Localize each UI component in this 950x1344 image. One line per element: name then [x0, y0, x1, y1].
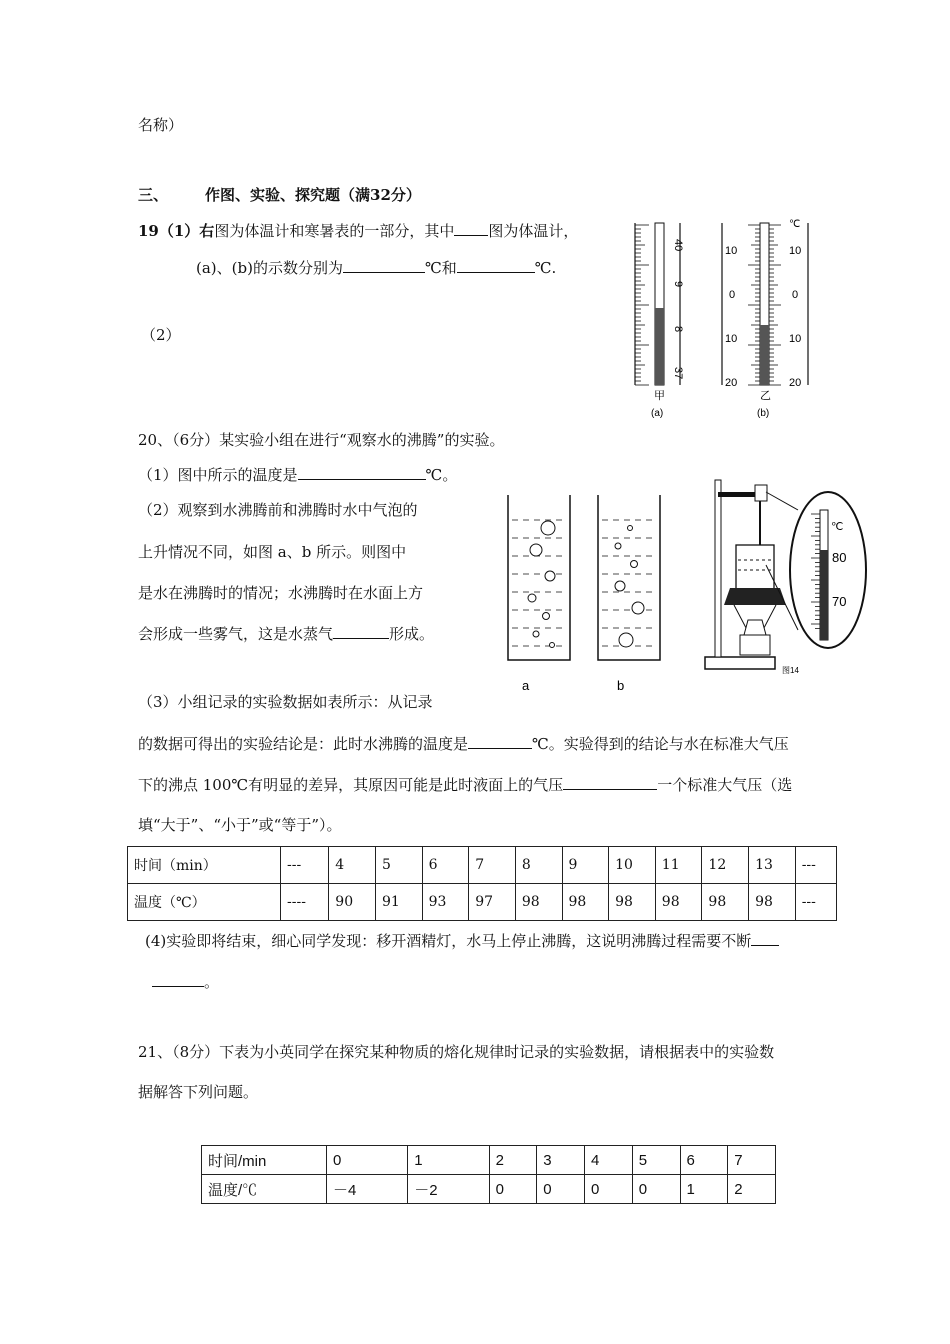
q21-line2: 据解答下列问题。	[138, 1083, 259, 1101]
q21-data-table	[201, 1145, 776, 1204]
table-cell: 2	[489, 1146, 537, 1175]
thermo-a-label: 甲	[654, 390, 665, 402]
thermo-b-right-10-bottom: 10	[789, 333, 802, 345]
q20-part1	[138, 465, 457, 485]
q19-line2-text: (a)、(b)的示数分别为	[196, 259, 343, 277]
table-row	[202, 1175, 776, 1204]
q20-data-table	[127, 846, 837, 921]
q20-blank-boiling[interactable]	[468, 734, 532, 749]
q20-part4-line2	[152, 972, 219, 992]
q20-part4-end: 。	[204, 973, 220, 991]
thermo-b-right-0: 0	[792, 289, 799, 301]
q19-blank-b[interactable]	[457, 258, 535, 273]
q20-stem: 20、（6分）某实验小组在进行“观察水的沸腾”的实验。	[138, 431, 505, 449]
q20-part1-text: （1）图中所示的温度是	[138, 466, 298, 484]
magnified-thermometer	[782, 492, 866, 675]
q19-line2	[196, 258, 556, 278]
section-number: 三、	[138, 186, 169, 204]
thermo-b-left-10-bottom: 10	[725, 333, 738, 345]
thermo-a-tick-9: 9	[672, 281, 684, 288]
table-cell: ----	[281, 884, 329, 921]
q19-line2-end: ℃.	[534, 259, 557, 277]
q20-part2-line4	[138, 624, 434, 644]
table-cell: 4	[585, 1146, 633, 1175]
table-cell: 8	[515, 847, 562, 884]
table-cell: 11	[655, 847, 702, 884]
thermo-a-tick-40: 40	[672, 239, 684, 252]
table-cell: 6	[680, 1146, 728, 1175]
big-thermo-70: 70	[832, 594, 847, 609]
thermometer-figure	[625, 215, 820, 425]
section-title: 作图、实验、探究题（满32分）	[205, 186, 421, 204]
thermo-b-right-20: 20	[789, 377, 802, 389]
table-row	[128, 847, 837, 884]
table-cell: 时间/min	[202, 1146, 327, 1175]
table-cell: 2	[728, 1175, 776, 1204]
table-cell: 时间（min）	[128, 847, 281, 884]
table-cell: 13	[749, 847, 796, 884]
table-cell: －2	[408, 1175, 489, 1204]
q20-part3-line2	[138, 734, 789, 754]
q19-line1	[138, 221, 578, 241]
table-cell: 7	[469, 847, 516, 884]
thermo-b-label: 乙	[760, 390, 771, 402]
table-cell: 0	[327, 1146, 408, 1175]
table-cell: 90	[329, 884, 376, 921]
beaker-a-label: a	[522, 678, 530, 693]
table-cell: ---	[795, 884, 836, 921]
q20-part3-line2-end: ℃。实验得到的结论与水在标准大气压	[532, 735, 789, 753]
table-cell: 0	[537, 1175, 585, 1204]
q20-part3-line4: 填“大于”、“小于”或“等于”）。	[138, 816, 342, 834]
table-cell: 5	[375, 847, 422, 884]
q20-blank-temp[interactable]	[298, 465, 426, 480]
table-cell: 9	[562, 847, 609, 884]
thermo-b-unit: ℃	[789, 219, 801, 230]
iron-stand	[705, 480, 798, 669]
q19-prefix: 19（1）右	[138, 222, 215, 240]
q19-text: 图为体温计和寒暑表的一部分，其中	[214, 222, 455, 240]
header-fragment: 名称）	[138, 116, 184, 134]
thermo-b-right-10-top: 10	[789, 245, 802, 257]
q20-part2-line2: 上升情况不同，如图 a、b 所示。则图中	[138, 543, 407, 561]
table-cell: 98	[749, 884, 796, 921]
table-cell: ---	[281, 847, 329, 884]
q20-part2-line4-end: 形成。	[389, 625, 435, 643]
big-thermo-unit: ℃	[831, 521, 844, 533]
q20-blank-heat-b[interactable]	[152, 972, 204, 987]
table-cell: 12	[702, 847, 749, 884]
q19-line2-mid: ℃和	[424, 259, 457, 277]
q20-part3-line3	[138, 775, 792, 795]
thermometer-b	[722, 219, 808, 419]
q20-blank-form[interactable]	[333, 624, 389, 639]
table-row	[202, 1146, 776, 1175]
table-cell: 0	[632, 1175, 680, 1204]
q21-line1: 21、（8分）下表为小英同学在探究某种物质的熔化规律时记录的实验数据，请根据表中的实验数	[138, 1043, 775, 1061]
table-cell: 温度/℃	[202, 1175, 327, 1204]
table-cell: 93	[422, 884, 469, 921]
thermo-a-tick-8: 8	[672, 326, 684, 333]
table-cell: 5	[632, 1146, 680, 1175]
table-cell: 98	[609, 884, 656, 921]
q20-blank-pressure[interactable]	[563, 775, 657, 790]
thermometer-a	[635, 223, 684, 419]
table-cell: 98	[655, 884, 702, 921]
table-cell: 1	[408, 1146, 489, 1175]
thermo-a-tick-37: 37	[672, 367, 684, 380]
q20-part3-line1: （3）小组记录的实验数据如表所示：从记录	[138, 693, 433, 711]
table-cell: 1	[680, 1175, 728, 1204]
table-cell: 97	[469, 884, 516, 921]
table-cell: 0	[585, 1175, 633, 1204]
table-cell: 4	[329, 847, 376, 884]
q20-part3-line2-text: 的数据可得出的实验结论是：此时水沸腾的温度是	[138, 735, 469, 753]
table-cell: 98	[562, 884, 609, 921]
thermo-b-left-20: 20	[725, 377, 738, 389]
table-cell: 3	[537, 1146, 585, 1175]
q20-part4-text: (4)实验即将结束，细心同学发现：移开酒精灯，水马上停止沸腾，这说明沸腾过程需要不断	[145, 932, 752, 950]
table-cell: 91	[375, 884, 422, 921]
q20-part2-line4-text: 会形成一些雾气，这是水蒸气	[138, 625, 334, 643]
q19-blank-1[interactable]	[454, 221, 488, 236]
big-thermo-80: 80	[832, 550, 847, 565]
apparatus-figure	[700, 470, 870, 680]
beaker-b-label: b	[617, 678, 625, 693]
q20-part1-unit: ℃。	[425, 466, 458, 484]
table-cell: 98	[702, 884, 749, 921]
q20-part2-line3: 是水在沸腾时的情况；水沸腾时在水面上方	[138, 584, 424, 602]
q20-part3-line3-text: 下的沸点 100℃有明显的差异，其原因可能是此时液面上的气压	[138, 776, 564, 794]
q20-part2-line1: （2）观察到水沸腾前和沸腾时水中气泡的	[138, 501, 418, 519]
thermo-a-caption: (a)	[651, 408, 664, 419]
q20-part3-line3-end: 一个标准大气压（选	[657, 776, 793, 794]
thermo-b-left-0: 0	[729, 289, 736, 301]
table-cell: 98	[515, 884, 562, 921]
q20-blank-heat-a[interactable]	[751, 931, 779, 946]
q19-blank-a[interactable]	[343, 258, 425, 273]
beaker-b	[598, 495, 660, 693]
beaker-figure	[500, 490, 675, 700]
table-cell: 温度（℃）	[128, 884, 281, 921]
figure-tag: 图14	[782, 666, 799, 675]
table-cell: 7	[728, 1146, 776, 1175]
table-cell: －4	[327, 1175, 408, 1204]
q19-part2: （2）	[141, 326, 181, 344]
thermo-b-left-10-top: 10	[725, 245, 738, 257]
table-cell: ---	[795, 847, 836, 884]
table-cell: 10	[609, 847, 656, 884]
q20-part4-line1	[145, 931, 779, 951]
thermo-b-caption: (b)	[757, 408, 770, 419]
table-cell: 6	[422, 847, 469, 884]
q19-suffix: 图为体温计，	[488, 222, 579, 240]
beaker-a	[508, 495, 570, 693]
table-row	[128, 884, 837, 921]
table-cell: 0	[489, 1175, 537, 1204]
